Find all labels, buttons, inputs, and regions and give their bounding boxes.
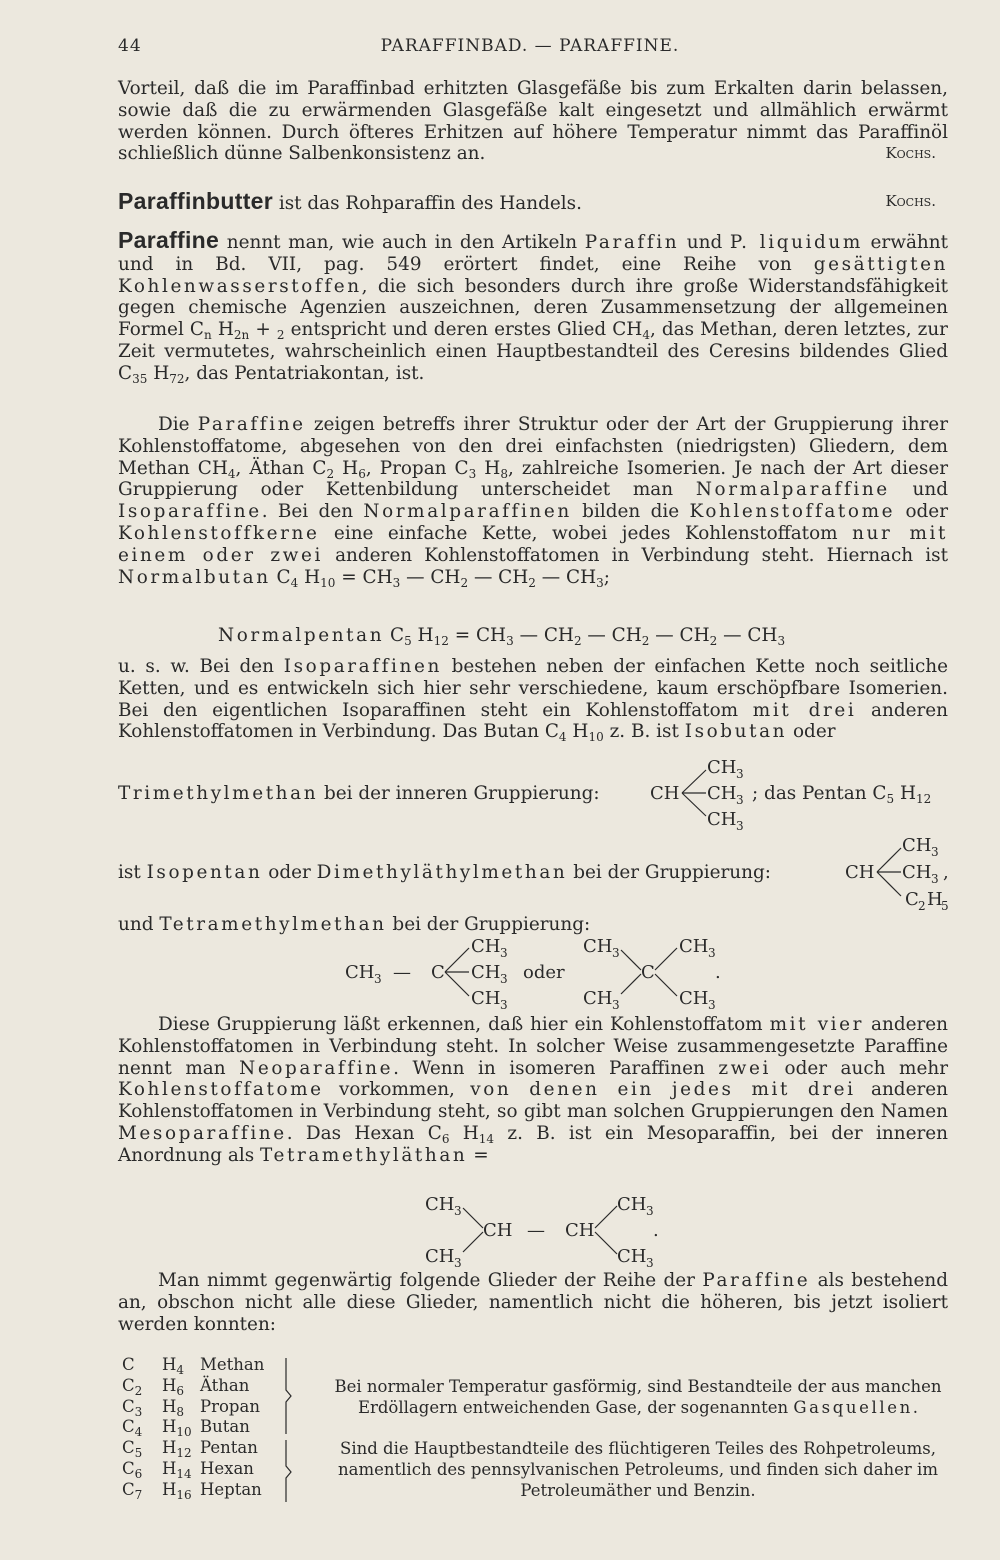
text: , die sich besonders durch ihre große Widerstandsfähigkeit gegen chemische Agenzien auszeichnen, deren Zusammensetzung der allgemeinen Formel C [118,275,948,341]
spaced-text: Normalparaffine [695,479,890,501]
subscript: 2 [134,1383,143,1398]
text: H [162,1438,177,1458]
atom-h: H [927,889,943,910]
atom-ch: CH [565,1220,595,1241]
text: ; [603,566,610,588]
spaced-text: Paraffine [702,1270,811,1291]
subscript: 2 [709,634,718,648]
bond [621,974,641,994]
subscript: 10 [176,1425,192,1440]
spaced-text: Mesoparaffine [118,1122,287,1144]
hydrogen-symbol [162,1479,192,1502]
subscript: 2 [326,466,335,481]
subscript: 72 [169,371,185,386]
subscript: 5 [134,1446,143,1461]
subscript: 3 [392,575,401,590]
subscript: 3 [777,634,786,648]
subscript: 3 [506,634,514,648]
subscript: 3 [500,998,508,1012]
text: bei der Gruppierung: [386,914,591,935]
subscript: 6 [358,466,366,481]
group-ch3: CH [345,962,375,983]
atom-ch: CH [845,862,875,883]
spaced-text: Dimethyläthylmethan [316,862,568,883]
text: H [162,1479,177,1499]
text: C [122,1355,135,1374]
hydrogen-symbol [162,1438,192,1461]
subscript: 3 [612,946,620,960]
paragraph-structure [118,414,948,588]
compound-name: Hexan [200,1459,254,1478]
subscript: 16 [176,1487,192,1502]
subscript: 4 [290,575,299,590]
bond-up [445,948,469,972]
spaced-text: mit drei [752,699,857,721]
subscript: 12 [433,634,449,648]
hydrogen-symbol [162,1355,192,1377]
text: entspricht und deren erstes Glied CH [284,319,643,341]
text: — CH [535,566,597,588]
page-number: 44 [118,36,142,56]
text: anderen Kohlenstoffatomen in Verbindung steht, so gibt man solchen Gruppierungen den Namen [118,1079,948,1123]
spaced-text: Kohlenstoffatome [689,501,896,523]
text: anderen Kohlenstoffatomen in Verbindung steht. In solcher Weise zusammengesetzte Paraffine nennt man [118,1014,949,1079]
subscript: 4 [227,466,236,481]
group-ch3: CH [707,783,737,804]
group-ch3: CH [471,962,501,983]
spaced-text: Paraffine [197,414,306,435]
group-ch3: CH [583,936,613,957]
text: und [889,479,948,501]
subscript: 5 [404,634,412,648]
text: z. B. ist ein Mesoparaffin, bei der inneren Anordnung als [118,1122,948,1166]
carbon-symbol [122,1396,143,1419]
text: bestehen neben der einfachen Kette noch seitliche Ketten, und es entwickeln sich hier sehr verschiedene, kaum erschöpfbare Isomerien. Bei den eigentlichen Isoparaffinen steht ein Kohlenstoffatom [118,656,949,721]
subscript: 3 [708,998,716,1012]
paragraph-1 [118,78,948,165]
headword-paraffinbutter: Paraffinbutter [118,188,273,214]
spaced-text: mit vier [769,1014,865,1035]
text: ; das Pentan C [752,783,887,804]
bond-dash: — [527,1220,545,1241]
spaced-text: gesättigten Kohlenwasserstoffen [118,253,948,297]
spaced-text: Normalbutan [118,566,271,588]
group-ch3: CH [617,1194,647,1215]
text: . Wenn in isomeren Paraffinen [393,1057,719,1079]
text: bilden die [571,501,690,523]
paragraph-1-text: Vorteil, daß die im Paraffinbad erhitzten Glasgefäße bis zum Erkalten darin belassen, sowie daß die zu erwärmenden Glasgefäße kalt eingesetzt und allmählich erwärmt werden können. Durch öfteres Erhitzen auf höhere Temperatur nimmt das Paraffinöl schließlich dünne Salbenkonsistenz an. [118,78,948,165]
note-petroleum: Sind die Hauptbestandteile des flüchtigeren Teiles des Rohpetroleums, namentlich des pennsylvanischen Petroleums, und finden sich daher im Petroleumäther und Benzin. [338,1439,938,1500]
bond [655,974,677,996]
tetramethylaethan-structure [425,1194,685,1268]
group-ch3: CH [679,936,709,957]
subscript: 3 [612,998,620,1012]
text: eine einfache Kette, wobei jedes Kohlenstoffatom [319,522,853,544]
carbon-symbol [122,1417,143,1440]
text: nennt man, wie auch in den Artikeln [219,232,585,253]
text: und [118,914,160,935]
subscript: 6 [134,1467,143,1481]
subscript: 2 [528,575,536,590]
text: anderen Kohlenstoffatomen in Verbindung steht. Hiernach ist [322,544,949,566]
group-ch3: CH [707,809,737,830]
subscript: 3 [374,972,382,986]
subscript: 3 [646,1256,654,1270]
subscript: 5 [886,792,895,806]
spaced-text: Isoparaffine [118,501,262,523]
spaced-text: P. liquidum [729,232,863,253]
text: C [122,1417,135,1437]
carbon-symbol [122,1459,143,1481]
compound-name: Äthan [200,1375,250,1395]
text: , Äthan C [235,457,327,479]
subscript: 3 [736,793,744,807]
subscript: 2n [233,328,250,343]
compound-name: Propan [200,1396,260,1416]
subscript: 6 [176,1383,185,1398]
subscript: 3 [736,767,744,781]
text: . [912,1398,919,1417]
hydrogen-symbol [162,1396,192,1419]
group-ch3: CH [617,1246,647,1267]
running-header [118,36,942,64]
spaced-text: Kohlenstoffkerne [118,522,320,544]
text: — CH [513,625,574,646]
group-ch3: CH [471,936,501,957]
text: anderen Kohlenstoffatomen in Verbindung. Das Butan C [118,699,948,743]
text: C [122,1375,135,1395]
text: C [122,1396,135,1416]
subscript: 3 [454,1204,462,1218]
subscript: 4 [558,730,567,745]
text: bei der inneren Gruppierung: [318,783,600,804]
text: Diese Gruppierung läßt erkennen, daß hier ein Kohlenstoffatom [158,1014,770,1035]
text: H [162,1396,177,1416]
text: H [147,362,170,384]
spaced-text: Kohlenstoffatome [118,1079,324,1101]
comma: , [943,862,949,883]
subscript: n [204,328,212,343]
text: H [566,721,589,743]
text: — CH [400,566,461,588]
text: H [449,1122,479,1144]
subscript: 4 [134,1425,143,1440]
running-title: PARAFFINBAD. — PARAFFINE. [380,36,680,56]
text: oder auch mehr [770,1057,949,1079]
bond-down [877,872,901,896]
atom-c: C [641,962,655,983]
carbon-symbol [122,1479,143,1502]
text: oder [895,501,948,523]
text: . Bei den [261,501,364,523]
subscript: 12 [176,1446,192,1461]
subscript: 3 [931,845,939,859]
bond-down [445,972,469,996]
subscript: 3 [736,819,744,833]
text: Bei normaler Temperatur gasförmig, sind Bestandteile der aus manchen Erdöllagern entweichenden Gase, der sogenannten [334,1377,942,1417]
pentan-mention [752,783,931,804]
bond [463,1208,483,1228]
author-signature: Kochs. [885,144,936,163]
text: , Propan C [365,457,469,479]
trimethylmethan-line [118,783,600,804]
group-ch3: CH [902,862,932,883]
bond-up [682,770,706,793]
bond [595,1206,617,1228]
subscript: 2 [918,899,926,913]
spaced-text: Paraffin [584,232,680,253]
entry-text: ist das Rohparaffin des Handels. [273,193,582,214]
spaced-text: Trimethylmethan [118,783,319,804]
text: H [162,1459,177,1478]
text: C [270,566,291,588]
text: oder [787,721,836,743]
subscript: 3 [500,946,508,960]
text: , zahlreiche Isomerien. Je nach der Art dieser Gruppierung oder Kettenbildung unterscheidet man [118,457,948,501]
group-ch3: CH [583,988,613,1009]
spaced-text: Normalpentan [218,625,385,646]
subscript: 5 [941,899,949,913]
text: C [122,1438,135,1458]
formula-normalpentan [218,625,785,646]
subscript: 2 [641,634,650,648]
period: . [653,1220,659,1241]
text: — CH [468,566,529,588]
hydrogen-symbol [162,1375,192,1398]
text: , das Methan, deren letztes, zur Zeit vermutetes, wahrscheinlich einen Hauptbestandteil des Ceresins bildendes Glied C [118,319,948,384]
subscript: 2 [573,634,582,648]
text: Die [158,414,198,435]
author-signature: Kochs. [885,192,936,210]
bracket-lower [286,1440,291,1502]
bond-down [682,793,706,816]
subscript: 3 [454,1256,462,1270]
text: H [476,457,501,479]
text: C [384,625,405,646]
subscript: 35 [132,371,148,386]
group-ch3: CH [425,1246,455,1267]
text: H [162,1355,177,1374]
entry-paraffine [118,227,948,386]
subscript: 4 [176,1363,185,1377]
subscript: 8 [500,466,508,481]
subscript: 14 [176,1467,192,1481]
text: + [249,319,277,341]
subscript: 3 [708,946,716,960]
text: ist [118,862,147,883]
spaced-text: Isobutan [684,721,788,743]
subscript: 6 [441,1131,450,1146]
text: C [122,1479,135,1499]
carbon-symbol [122,1355,138,1374]
bond [621,950,641,970]
tetramethylmethan-line [118,914,590,935]
text: oder [262,862,317,883]
compound-name: Heptan [200,1479,262,1499]
bond-up [877,848,901,872]
paragraph-isoparaffine [118,656,948,743]
text: , das Pentatriakontan, ist. [184,362,425,384]
text: — CH [717,625,778,646]
bond [463,1232,483,1252]
spaced-text: zwei [718,1057,771,1079]
text: vorkommen, [323,1079,471,1101]
subscript: 14 [478,1131,495,1146]
carbon-symbol [122,1375,143,1398]
text: — CH [581,625,642,646]
text: bei der Gruppierung: [567,862,771,883]
bracket-group-1 [282,1356,302,1506]
hydrogen-symbol [162,1459,192,1481]
spaced-text: Gasquellen [793,1398,913,1417]
spaced-text: Normalparaffinen [363,501,572,523]
text: erwähnt und in Bd. VII, pag. 549 erörtert findet, eine Reihe von [118,232,948,275]
bond [655,948,677,970]
spaced-text: Tetramethylmethan [159,914,387,935]
group-ch3: CH [425,1194,455,1215]
compound-name: Methan [200,1355,265,1374]
subscript: 2 [276,328,285,343]
text: u. s. w. Bei den [118,656,284,677]
subscript: 8 [176,1404,185,1419]
text: als bestehend an, obschon nicht alle diese Glieder, namentlich nicht die höheren, bis jetzt isoliert werden konnten: [118,1270,948,1335]
period: . [715,962,721,983]
text: = [467,1144,489,1166]
tetramethylmethan-structure [345,936,745,1016]
text: H [334,457,359,479]
text: H [211,319,234,341]
text: C [122,1459,135,1478]
spaced-text: Isopentan [146,862,263,883]
bond-dash: — [393,962,411,983]
spaced-text: nur mit einem oder zwei [118,522,948,566]
oder-word: oder [523,962,565,983]
subscript: 3 [500,972,508,986]
subscript: 3 [468,466,477,481]
group-ch3: CH [471,988,501,1009]
text: — CH [649,625,710,646]
subscript: 10 [588,730,604,745]
subscript: 7 [134,1487,143,1502]
subscript: 12 [916,792,932,806]
subscript: 2 [460,575,469,590]
text: . Das Hexan C [286,1122,442,1144]
spaced-text: Neoparaffine [239,1057,394,1079]
entry-paraffinbutter [118,188,948,215]
paragraph-neoparaffine [118,1014,948,1167]
text: z. B. ist [603,721,685,743]
group-ch3: CH [707,757,737,778]
carbon-symbol [122,1438,143,1461]
isopentan-structure [845,830,975,913]
bracket-upper [286,1358,291,1434]
paragraph-glieder [118,1270,948,1335]
isopentan-line [118,862,771,883]
atom-ch: CH [650,783,680,804]
group-ch3: CH [902,835,932,856]
spaced-text: Tetramethyläthan [260,1144,468,1166]
note-gaseous [308,1376,968,1418]
group-c2h5: C [905,889,919,910]
text: Man nimmt gegenwärtig folgende Glieder der Reihe der [158,1270,703,1291]
compound-name: Butan [200,1417,250,1437]
compound-name: Pentan [200,1438,258,1458]
spaced-text: von denen ein jedes mit drei [470,1079,856,1101]
bond [595,1232,617,1254]
text: H [162,1375,177,1395]
spaced-text: Isoparaffinen [283,656,442,677]
text: zeigen betreffs ihrer Struktur oder der Art der Gruppierung ihrer Kohlenstoffatome, abgesehen von den drei einfachsten (niedrigsten) Gliedern, dem Methan CH [118,414,948,479]
hydrogen-symbol [162,1417,192,1440]
atom-c: C [431,962,445,983]
headword-paraffine: Paraffine [118,227,220,253]
text: H [411,625,434,646]
subscript: 10 [320,575,336,590]
text: = CH [448,625,507,646]
text: H [298,566,321,588]
text: H [162,1417,177,1437]
subscript: 3 [646,1204,654,1218]
atom-ch: CH [483,1220,513,1241]
subscript: 3 [596,575,604,590]
subscript: 4 [642,328,650,343]
subscript: 3 [931,872,939,886]
group-ch3: CH [679,988,709,1009]
subscript: 3 [134,1404,143,1419]
text: = CH [335,566,393,588]
text: und [679,232,730,253]
text: H [894,783,916,804]
